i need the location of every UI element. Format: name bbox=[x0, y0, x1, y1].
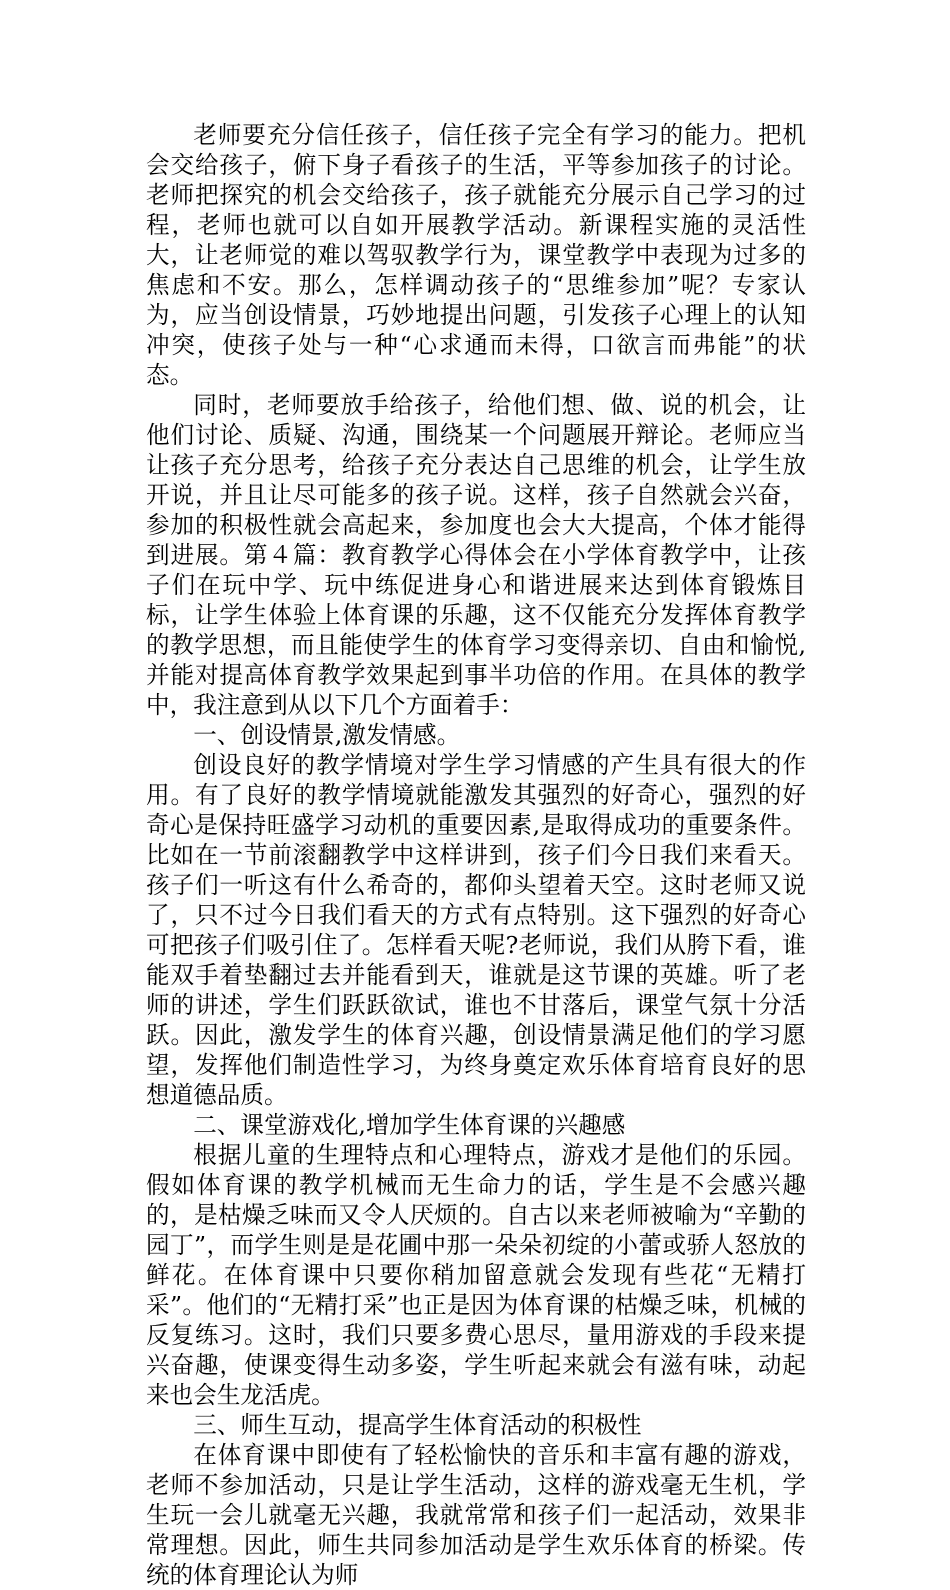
paragraph-5: 在体育课中即使有了轻松愉快的音乐和丰富有趣的游戏，老师不参加活动，只是让学生活动，这样的游戏毫无生机，学生玩一会儿就毫无兴趣，我就常常和孩子们一起活动，效果非常理想。因此，师生共同参加活动是学生欢乐体育的桥梁。传统的体育理论认为师 bbox=[146, 1441, 806, 1589]
section-heading-1: 一、创设情景,激发情感。 bbox=[193, 721, 461, 749]
paragraph-3: 创设良好的教学情境对学生学习情感的产生具有很大的作用。有了良好的教学情境就能激发其强烈的好奇心，强烈的好奇心是保持旺盛学习动机的重要因素,是取得成功的重要条件。比如在一节前滚翻教学中这样讲到，孩子们今日我们来看天。孩子们一听这有什么希奇的，都仰头望着天空。这时老师又说了，只不过今日我们看天的方式有点特别。这下强烈的好奇心可把孩子们吸引住了。怎样看天呢?老师说，我们从胯下看，谁能双手着垫翻过去并能看到天，谁就是这节课的英雄。听了老师的讲述，学生们跃跃欲试，谁也不甘落后，课堂气氛十分活跃。因此，激发学生的体育兴趣，创设情景满足他们的学习愿望，发挥他们制造性学习，为终身奠定欢乐体育培育良好的思想道德品质。 bbox=[146, 751, 806, 1109]
paragraph-2: 同时，老师要放手给孩子，给他们想、做、说的机会，让他们讨论、质疑、沟通，围绕某一个问题展开辩论。老师应当让孩子充分思考，给孩子充分表达自己思维的机会，让学生放开说，并且让尽可能多的孩子说。这样，孩子自然就会兴奋，参加的积极性就会高起来，参加度也会大大提高，个体才能得到进展。第４篇：教育教学心得体会在小学体育教学中，让孩子们在玩中学、玩中练促进身心和谐进展来达到体育锻炼目标，让学生体验上体育课的乐趣，这不仅能充分发挥体育教学的教学思想，而且能使学生的体育学习变得亲切、自由和愉悦,并能对提高体育教学效果起到事半功倍的作用。在具体的教学中，我注意到从以下几个方面着手： bbox=[146, 391, 806, 719]
document-page bbox=[146, 120, 806, 1590]
paragraph-1: 老师要充分信任孩子，信任孩子完全有学习的能力。把机会交给孩子，俯下身子看孩子的生活，平等参加孩子的讨论。老师把探究的机会交给孩子，孩子就能充分展示自己学习的过程，老师也就可以自如开展教学活动。新课程实施的灵活性大，让老师觉的难以驾驭教学行为，课堂教学中表现为过多的焦虑和不安。那么，怎样调动孩子的“思维参加”呢？专家认为，应当创设情景，巧妙地提出问题，引发孩子心理上的认知冲突，使孩子处与一种“心求通而未得，口欲言而弗能”的状态。 bbox=[146, 121, 806, 389]
paragraph-4: 根据儿童的生理特点和心理特点，游戏才是他们的乐园。假如体育课的教学机械而无生命力的话，学生是不会感兴趣的，是枯燥乏味而又令人厌烦的。自古以来老师被喻为“辛勤的园丁”，而学生则是是花圃中那一朵朵初绽的小蕾或骄人怒放的鲜花。在体育课中只要你稍加留意就会发现有些花“无精打采”。他们的“无精打采”也正是因为体育课的枯燥乏味，机械的反复练习。这时，我们只要多费心思尽，量用游戏的手段来提兴奋趣，使课变得生动多姿，学生听起来就会有滋有味，动起来也会生龙活虎。 bbox=[146, 1141, 806, 1409]
section-heading-3: 三、师生互动，提高学生体育活动的积极性 bbox=[193, 1411, 642, 1439]
section-heading-2: 二、课堂游戏化,增加学生体育课的兴趣感 bbox=[193, 1111, 626, 1139]
